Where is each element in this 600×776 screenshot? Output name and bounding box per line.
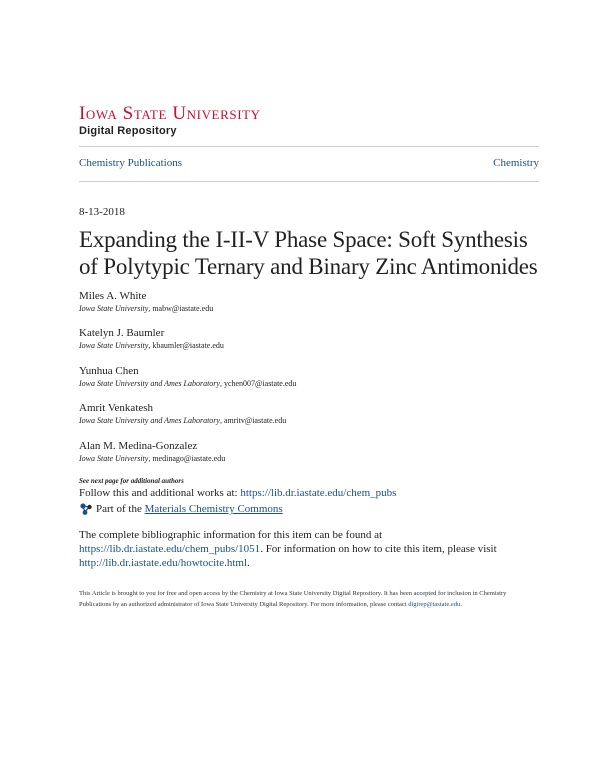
access-notice (79, 588, 529, 610)
access-notice-end: . (460, 601, 462, 608)
citation-text: The complete bibliographic information for this item can be found at (79, 529, 383, 541)
access-notice-text: This Article is brought to you for free and open access by the Chemistry at Iowa State University Digital Repository. It has been accepted for inclusion in Chemistry Publications by an authorized administrator of Iowa State University Digital Repository. For more information, please contact (79, 590, 507, 608)
article-title: Expanding the I-II-V Phase Space: Soft Synthesis of Polytypic Ternary and Binary Zinc Antimonides (79, 227, 538, 279)
author-name: Amrit Venkatesh (79, 402, 154, 414)
author-name: Yunhua Chen (79, 365, 139, 377)
citation-info (79, 528, 529, 570)
materials-chemistry-commons-link[interactable]: Materials Chemistry Commons (144, 503, 283, 515)
part-of-line (79, 502, 283, 516)
author-entry (79, 327, 224, 351)
item-link[interactable]: https://lib.dr.iastate.edu/chem_pubs/1051 (79, 543, 261, 555)
author-affiliation: Iowa State University (79, 341, 149, 350)
part-of-prefix: Part of the (96, 503, 142, 515)
follow-link[interactable]: https://lib.dr.iastate.edu/chem_pubs (240, 487, 397, 499)
howtocite-link[interactable]: http://lib.dr.iastate.edu/howtocite.html (79, 557, 248, 569)
author-entry (79, 290, 213, 314)
follow-prefix: Follow this and additional works at: (79, 487, 241, 499)
additional-authors-note: See next page for additional authors (79, 477, 184, 485)
author-name: Katelyn J. Baumler (79, 327, 165, 339)
author-email[interactable]: , amritv@iastate.edu (219, 416, 287, 425)
author-entry (79, 365, 296, 389)
logo-text: Iowa State University (79, 103, 261, 124)
author-name: Alan M. Medina-Gonzalez (79, 440, 198, 452)
department-link-chemistry[interactable]: Chemistry (493, 157, 539, 169)
contact-email-link[interactable]: digirep@iastate.edu (408, 601, 461, 608)
collection-link-chemistry-publications[interactable]: Chemistry Publications (79, 157, 182, 169)
author-email[interactable]: , kbaumler@iastate.edu (148, 341, 224, 350)
logo-subtitle: Digital Repository (79, 125, 177, 137)
author-affiliation: Iowa State University (79, 304, 149, 313)
author-email[interactable]: , mabw@iastate.edu (148, 304, 214, 313)
author-name: Miles A. White (79, 290, 147, 302)
author-affiliation: Iowa State University (79, 454, 149, 463)
author-affiliation: Iowa State University and Ames Laboratory (79, 416, 220, 425)
publication-date: 8-13-2018 (79, 206, 125, 218)
author-email[interactable]: , medinago@iastate.edu (148, 454, 226, 463)
citation-end: . (247, 557, 250, 569)
author-entry (79, 402, 286, 426)
author-affiliation: Iowa State University and Ames Laboratory (79, 379, 220, 388)
follow-line (79, 487, 396, 499)
repository-logo[interactable] (79, 104, 261, 137)
top-divider (79, 146, 539, 147)
network-icon (79, 502, 93, 516)
bottom-divider (79, 181, 539, 182)
author-email[interactable]: , ychen007@iastate.edu (219, 379, 297, 388)
citation-text: . For information on how to cite this item, please visit (260, 543, 497, 555)
author-entry (79, 440, 225, 464)
